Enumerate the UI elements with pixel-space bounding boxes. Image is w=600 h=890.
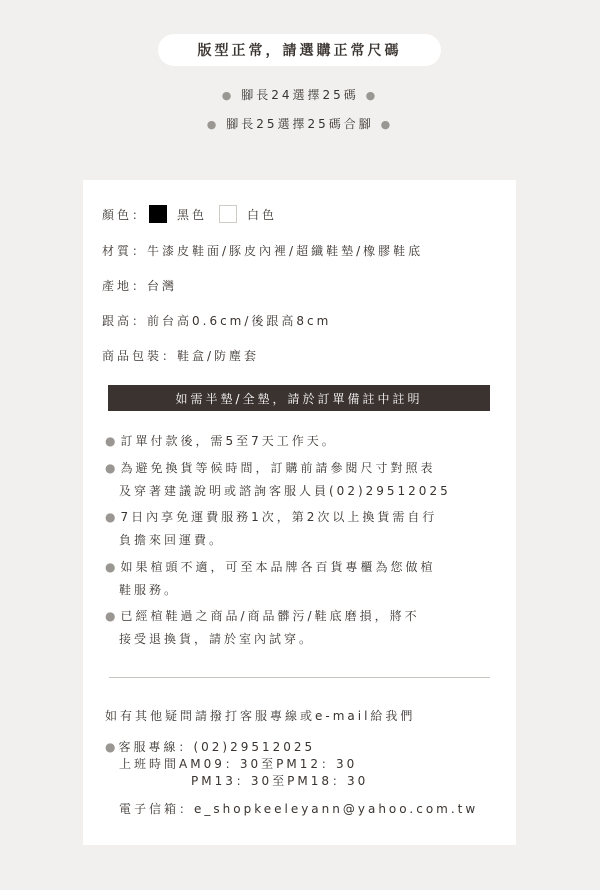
contact-intro: 如有其他疑問請撥打客服專線或e-mail給我們 xyxy=(105,709,416,723)
bullet-dot-icon: ● xyxy=(105,740,119,754)
bullet-dot-icon: ● xyxy=(221,89,235,102)
contact-hours: 上班時間AM09：30至PM12：30 xyxy=(119,757,358,771)
fit-badge: 版型正常，請選購正常尺碼 xyxy=(158,34,441,66)
notice-item: ● 如果楦頭不適，可至本品牌各百貨專櫃為您做楦 鞋服務。 xyxy=(105,560,436,597)
white-swatch xyxy=(219,205,237,223)
bullet-dot-icon: ● xyxy=(105,609,119,623)
insole-banner: 如需半墊/全墊，請於訂單備註中註明 xyxy=(108,385,490,411)
contact-email[interactable]: 電子信箱：e_shopkeeleyann@yahoo.com.tw xyxy=(119,802,479,816)
spec-package: 商品包裝：鞋盒/防塵套 xyxy=(102,349,260,363)
bullet-dot-icon: ● xyxy=(380,118,394,131)
bullet-dot-icon: ● xyxy=(105,434,119,448)
black-swatch xyxy=(149,205,167,223)
contact-hours: PM13：30至PM18：30 xyxy=(191,774,369,788)
spec-origin: 產地：台灣 xyxy=(102,279,178,293)
bullet-dot-icon: ● xyxy=(365,89,379,102)
contact-hotline: ●客服專線：(02)29512025 xyxy=(105,740,316,754)
bullet-dot-icon: ● xyxy=(105,510,119,524)
size-note: ● 腳長24選擇25碼 ● xyxy=(221,88,379,102)
size-note: ● 腳長25選擇25碼合腳 ● xyxy=(206,117,394,131)
spec-material: 材質：牛漆皮鞋面/豚皮內裡/超纖鞋墊/橡膠鞋底 xyxy=(102,244,424,258)
divider xyxy=(109,677,490,678)
spec-color: 顏色： 黑色 白色 xyxy=(102,205,277,223)
notice-item: ● 7日內享免運費服務1次，第2次以上換貨需自行 負擔來回運費。 xyxy=(105,510,438,547)
bullet-dot-icon: ● xyxy=(105,461,119,475)
product-info-card xyxy=(83,180,516,845)
bullet-dot-icon: ● xyxy=(206,118,220,131)
notice-item: ● 為避免換貨等候時間，訂購前請參閱尺寸對照表 及穿著建議說明或諮詢客服人員(02)29512025 xyxy=(105,461,451,498)
spec-heel-height: 跟高：前台高0.6cm/後跟高8cm xyxy=(102,314,332,328)
notice-item: ● 訂單付款後，需5至7天工作天。 xyxy=(105,434,337,448)
notice-item: ● 已經楦鞋過之商品/商品髒污/鞋底磨損，將不 接受退換貨，請於室內試穿。 xyxy=(105,609,420,646)
bullet-dot-icon: ● xyxy=(105,560,119,574)
